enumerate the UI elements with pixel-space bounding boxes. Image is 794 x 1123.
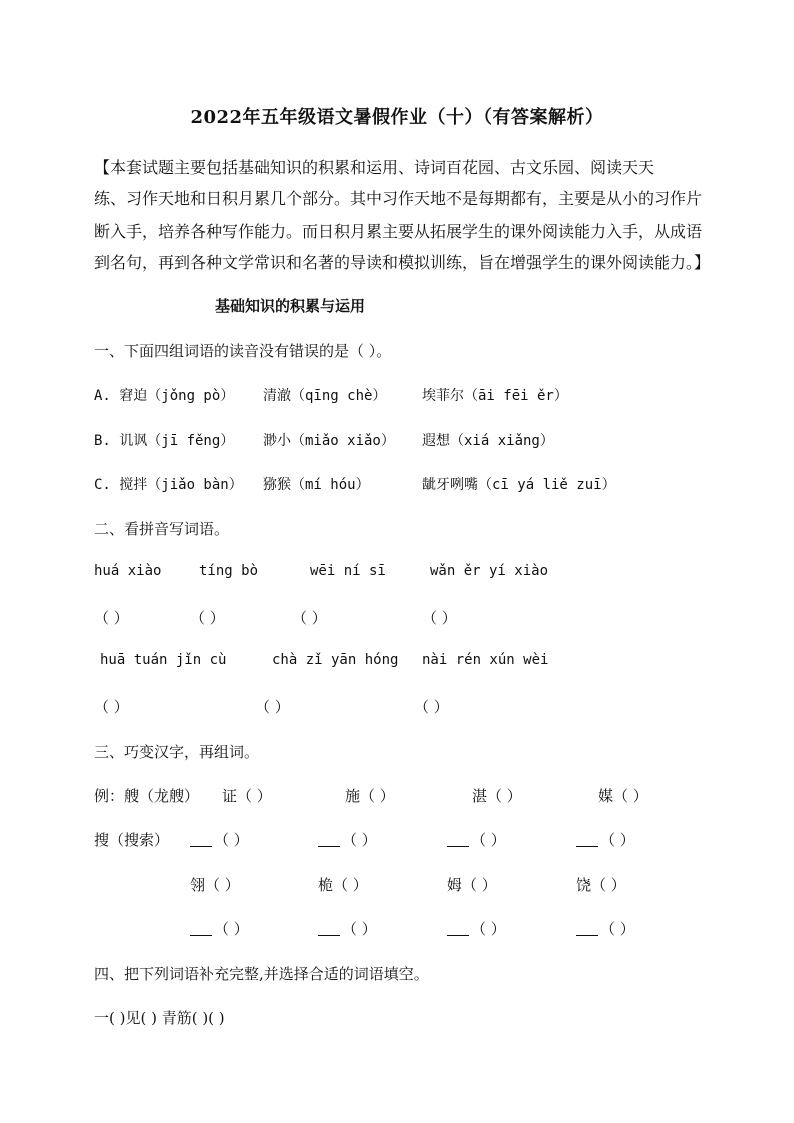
q3-row4-paren-2: （ ）: [342, 920, 377, 938]
q4-stem: 四、把下列词语补充完整,并选择合适的词语填空。: [94, 965, 429, 983]
q1-option-b-2: 渺小（miǎo xiǎo）: [263, 433, 395, 449]
q3-row4-blank-4[interactable]: [576, 918, 635, 939]
underline-blank[interactable]: [576, 921, 598, 936]
q3-row2-blank-3[interactable]: [447, 829, 506, 850]
q2-stem: 二、看拼音写词语。: [94, 520, 230, 538]
q3-row4-blank-1[interactable]: [190, 918, 249, 939]
q3-row2-blank-2[interactable]: [318, 829, 377, 850]
q2-answer-bracket-7[interactable]: （ ）: [414, 698, 449, 716]
q3-row2-blank-1[interactable]: [190, 829, 249, 850]
q2-answer-bracket-5[interactable]: （ ）: [94, 698, 129, 716]
q3-item-zhan[interactable]: 湛（ ）: [472, 787, 522, 805]
q3-item-rao[interactable]: 饶（ ）: [576, 876, 626, 894]
q3-row4-blank-3[interactable]: [447, 918, 506, 939]
underline-blank[interactable]: [447, 832, 469, 847]
intro-line-3: 断入手，培养各种写作能力。而日积月累主要从拓展学生的课外阅读能力入手，从成语: [94, 222, 703, 241]
q4-line-1[interactable]: 一( )见( ) 青筋( )( ): [94, 1009, 225, 1027]
q3-row2-paren-4: （ ）: [600, 831, 635, 849]
q2-pinyin-5: huā tuán jǐn cù: [100, 652, 227, 668]
underline-blank[interactable]: [190, 921, 212, 936]
underline-blank[interactable]: [318, 832, 340, 847]
q1-stem: 一、下面四组词语的读音没有错误的是（ ）。: [94, 342, 392, 360]
q3-row4-paren-1: （ ）: [214, 920, 249, 938]
q1-option-c-1: C. 搅拌（jiǎo bàn）: [94, 477, 243, 493]
q3-item-shi[interactable]: 施（ ）: [345, 787, 395, 805]
intro-line-1: 【本套试题主要包括基础知识的积累和运用、诗词百花园、古文乐园、阅读天天: [94, 158, 655, 177]
q3-example: 例：艘（龙艘）: [94, 787, 200, 805]
q3-stem: 三、巧变汉字，再组词。: [94, 743, 260, 761]
intro-line-4: 到名句，再到各种文学常识和名著的导读和模拟训练，旨在增强学生的课外阅读能力。】: [94, 253, 711, 272]
q3-row2-paren-3: （ ）: [471, 831, 506, 849]
q1-option-b-1: B. 讥讽（jī fěng）: [94, 433, 235, 449]
q2-answer-bracket-4[interactable]: （ ）: [422, 609, 457, 627]
q1-option-c-3: 龇牙咧嘴（cī yá liě zuī）: [422, 477, 616, 493]
q3-item-mei[interactable]: 媒（ ）: [598, 787, 648, 805]
q2-answer-bracket-2[interactable]: （ ）: [190, 609, 225, 627]
q2-pinyin-7: nài rén xún wèi: [422, 652, 549, 668]
q3-item-wei[interactable]: 桅（ ）: [318, 876, 368, 894]
q3-row2-blank-4[interactable]: [576, 829, 635, 850]
q2-pinyin-4: wǎn ěr yí xiào: [430, 563, 549, 579]
q1-option-a-3: 埃菲尔（āi fēi ěr）: [422, 388, 568, 404]
q3-row4-paren-3: （ ）: [471, 920, 506, 938]
q2-answer-bracket-3[interactable]: （ ）: [292, 609, 327, 627]
q3-item-zheng[interactable]: 证（ ）: [222, 787, 272, 805]
q2-pinyin-6: chà zǐ yān hóng: [272, 652, 399, 668]
page-title: 2022年五年级语文暑假作业（十）（有答案解析）: [190, 107, 604, 128]
q2-pinyin-3: wēi ní sī: [310, 563, 386, 579]
section-title: 基础知识的积累与运用: [215, 297, 366, 315]
q3-row2-paren-1: （ ）: [214, 831, 249, 849]
q3-item-mu[interactable]: 姆（ ）: [447, 876, 497, 894]
q1-option-a-1: A. 窘迫（jǒng pò）: [94, 388, 235, 404]
q2-answer-bracket-1[interactable]: （ ）: [94, 609, 129, 627]
underline-blank[interactable]: [190, 832, 212, 847]
q3-item-ling[interactable]: 翎（ ）: [190, 876, 240, 894]
q2-pinyin-1: huá xiào: [94, 563, 162, 579]
q3-row2-label: 搜（搜索）: [94, 831, 170, 849]
q1-option-c-2: 猕猴（mí hóu）: [263, 477, 370, 493]
underline-blank[interactable]: [318, 921, 340, 936]
underline-blank[interactable]: [447, 921, 469, 936]
q2-pinyin-2: tíng bò: [199, 563, 259, 579]
q2-answer-bracket-6[interactable]: （ ）: [255, 698, 290, 716]
q3-row4-blank-2[interactable]: [318, 918, 377, 939]
intro-line-2: 练、习作天地和日积月累几个部分。其中习作天地不是每期都有，主要是从小的习作片: [94, 189, 703, 208]
q1-option-a-2: 清澈（qīng chè）: [263, 388, 387, 404]
q1-option-b-3: 遐想（xiá xiǎng）: [422, 433, 554, 449]
q3-row2-paren-2: （ ）: [342, 831, 377, 849]
q3-row4-paren-4: （ ）: [600, 920, 635, 938]
underline-blank[interactable]: [576, 832, 598, 847]
